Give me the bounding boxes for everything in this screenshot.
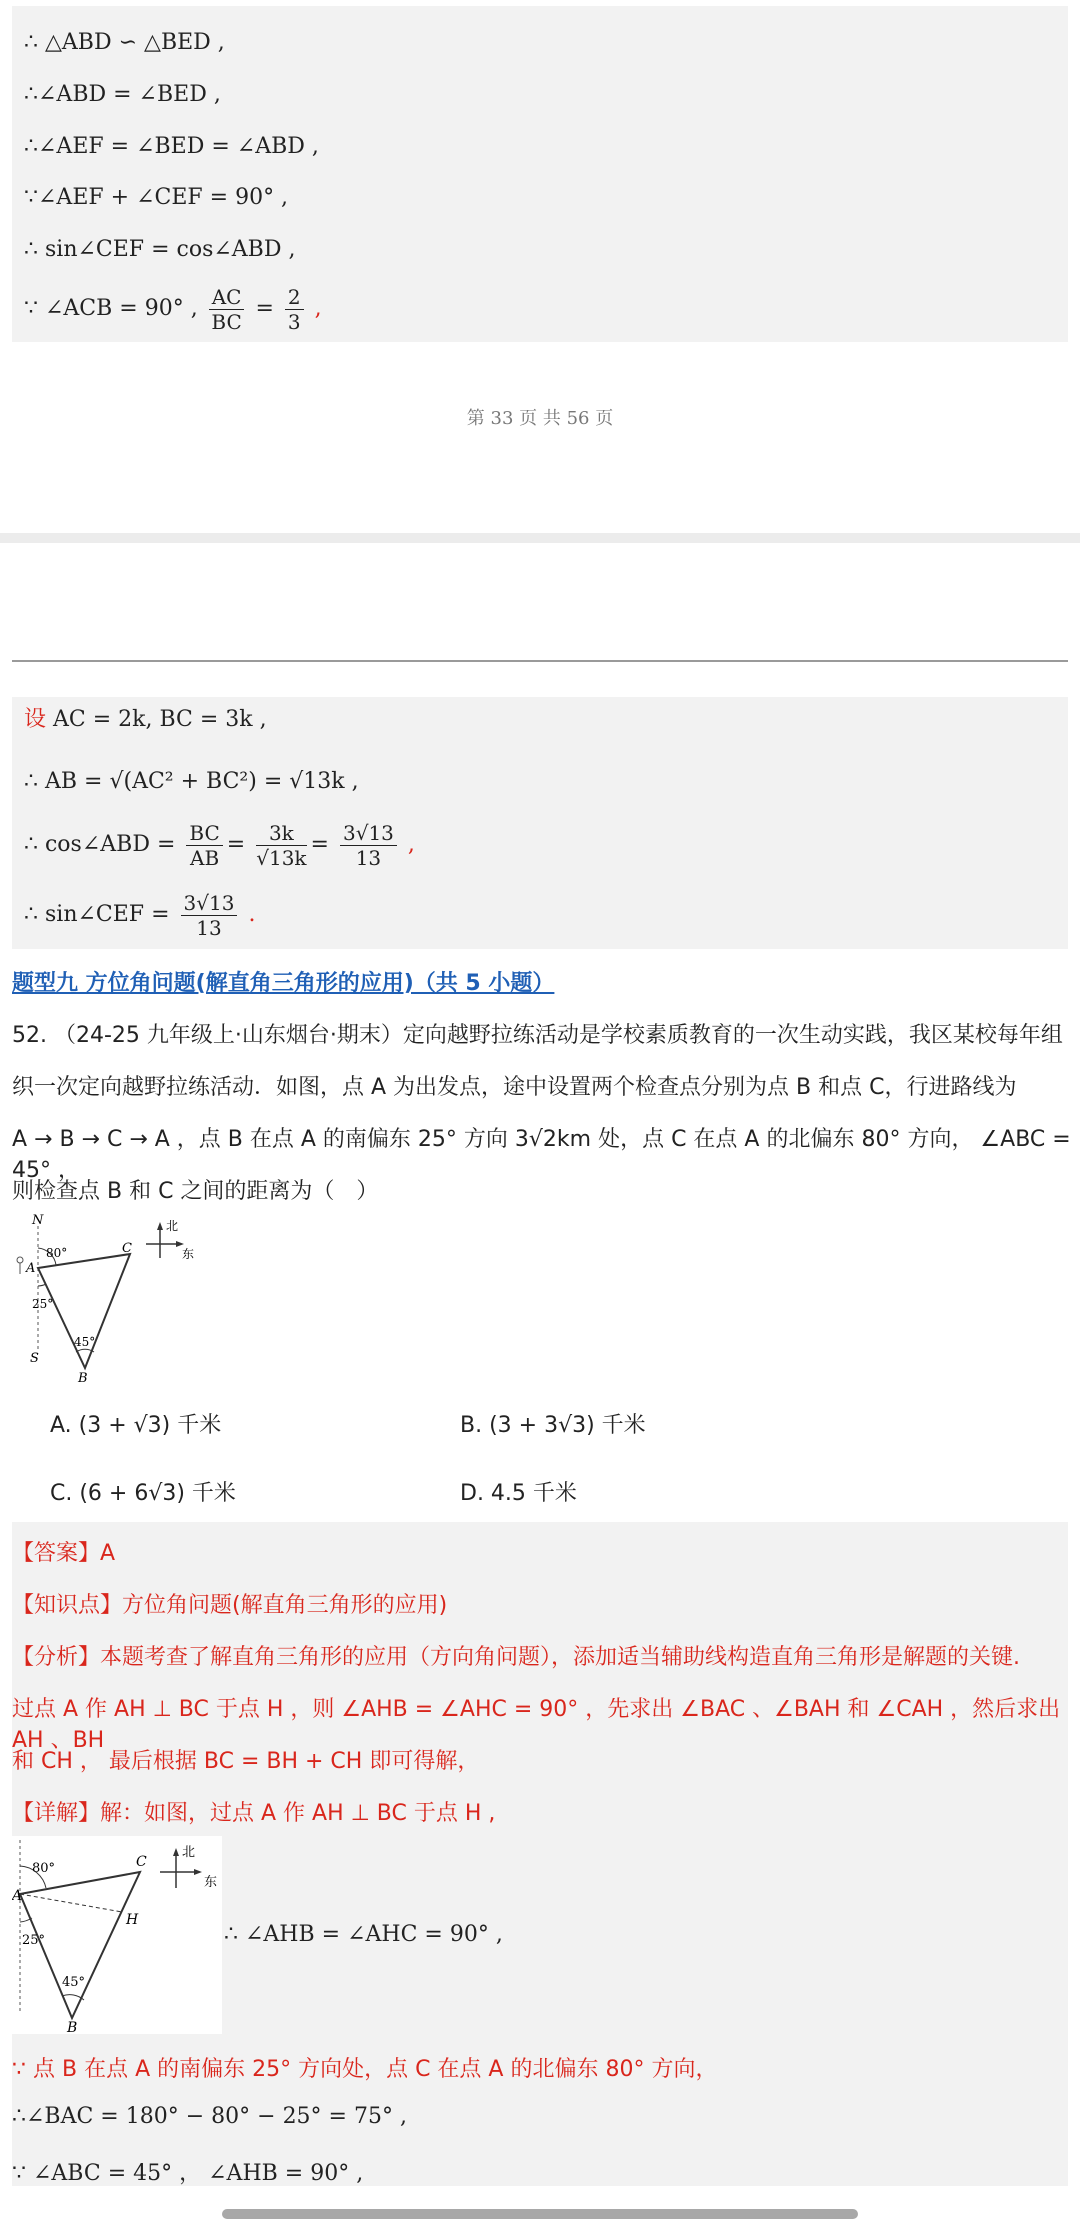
fig1-angle-80: 80° [46,1246,68,1260]
proof-block-top [12,6,1068,342]
home-indicator[interactable] [222,2209,858,2219]
proof-block-continued [12,697,1068,949]
header-rule [12,660,1068,662]
analysis-line-1: 【分析】本题考查了解直角三角形的应用（方向角问题），添加适当辅助线构造直角三角形是解题的关键. [12,1645,1020,1670]
fig1-label-s: S [30,1351,39,1366]
fig2-label-a: A [12,1888,23,1904]
detail-line: 【详解】解：如图，过点 A 作 AH ⊥ BC 于点 H , [12,1801,496,1826]
fig2-label-b: B [67,2020,78,2034]
proof-line-4: ∵∠AEF + ∠CEF = 90° , [24,185,289,210]
analysis-line-2: 过点 A 作 AH ⊥ BC 于点 H ，则 ∠AHB = ∠AHC = 90° ，先求出 ∠BAC 、∠BAH 和 ∠CAH ，然后求出 AH 、BH [12,1697,1061,1753]
fig2-north-label: 北 [182,1845,196,1860]
fig1-label-c: C [122,1241,132,1256]
option-b[interactable]: B. (3 + 3√3) 千米 [460,1413,646,1438]
detail-line-2: ∴∠BAC = 180° − 80° − 25° = 75° , [12,2104,407,2129]
option-a[interactable]: A. (3 + √3) 千米 [50,1413,222,1438]
section-title: 题型九 方位角问题(解直角三角形的应用)（共 5 小题） [12,971,555,996]
detail-line-1: ∵ 点 B 在点 A 的南偏东 25° 方向处，点 C 在点 A 的北偏东 80° 方向， [12,2057,718,2082]
proof-line-1: ∴ △ABD ∽ △BED , [24,30,225,55]
option-c[interactable]: C. (6 + 6√3) 千米 [50,1481,236,1506]
fig2-angle-80: 80° [32,1861,56,1876]
fraction-3k: $\frac{3k}{√13k}$ [256,820,307,870]
fig2-east-label: 东 [204,1875,218,1890]
cont-line-4: ∴ sin∠CEF = $\frac{3√13}{13}$ . [24,890,256,940]
answer-block [12,1522,1068,2186]
proof-line-5: ∴ sin∠CEF = cos∠ABD , [24,237,296,262]
direction-figure-2 [12,1836,222,2034]
fig2-angle-25: 25° [22,1933,46,1948]
fig1-label-n: N [32,1213,44,1228]
figure-side-text: ∴ ∠AHB = ∠AHC = 90° , [224,1922,503,1947]
cont-line-2: ∴ AB = √(AC² + BC²) = √13k , [24,769,359,794]
question-line-3: A → B → C → A ，点 B 在点 A 的南偏东 25° 方向 3√2km 处，点 C 在点 A 的北偏东 80° 方向， ∠ABC = 45° ， [12,1127,1071,1183]
fig1-angle-45: 45° [74,1335,96,1349]
fraction-sin-result: $\frac{3√13}{13}$ [181,891,238,940]
fig2-label-h: H [126,1912,139,1928]
proof-line-6-text: ∵ ∠ACB = 90° , [24,296,198,321]
proof-line-3: ∴∠AEF = ∠BED = ∠ABD , [24,134,319,159]
question-line-4: 则检查点 B 和 C 之间的距离为（ ） [12,1179,379,1204]
question-line-1: 52. （24-25 九年级上·山东烟台·期末）定向越野拉练活动是学校素质教育的一次生动实践，我区某校每年组 [12,1023,1063,1048]
proof-line-2: ∴∠ABD = ∠BED , [24,82,221,107]
analysis-line-3: 和 CH ， 最后根据 BC = BH + CH 即可得解， [12,1749,480,1774]
question-line-2: 织一次定向越野拉练活动．如图，点 A 为出发点，途中设置两个检查点分别为点 B 和点 C，行进路线为 [12,1075,1017,1100]
fig1-label-b: B [78,1371,88,1382]
answer-label: 【答案】A [12,1541,116,1566]
fig1-north-label: 北 [166,1219,179,1233]
detail-line-3: ∵ ∠ABC = 45° ， ∠AHB = 90° , [12,2161,364,2186]
fraction-3root13-13: $\frac{3√13}{13}$ [340,821,397,870]
fig1-angle-25: 25° [32,1297,54,1311]
fig2-label-c: C [136,1854,147,1870]
fig2-angle-45: 45° [62,1975,86,1990]
fraction-two-thirds: $\frac{2}{3}$ [285,285,304,334]
proof-line-6: ∵ ∠ACB = 90° , $\frac{AC}{BC}$ = $\frac{2}{3}$ , [24,284,322,334]
fraction-bc-ab: $\frac{BC}{AB}$ [186,821,222,870]
page-footer: 第 33 页 共 56 页 [466,408,614,429]
knowledge-point: 【知识点】方位角问题(解直角三角形的应用) [12,1593,448,1618]
fraction-ac-bc: $\frac{AC}{BC}$ [209,285,245,334]
direction-figure-1 [10,1212,200,1382]
fig1-label-a: A [26,1261,36,1276]
option-d[interactable]: D. 4.5 千米 [460,1481,577,1506]
cont-line-3: ∴ cos∠ABD = $\frac{BC}{AB}$ = $\frac{3k}{√13k}$ = $\frac{3√13}{13}$ , [24,820,415,870]
cont-line-1: 设 AC = 2k, BC = 3k , [24,707,267,732]
hiker-icon [17,1257,23,1263]
fig1-east-label: 东 [182,1247,195,1261]
page-gap [0,533,1080,543]
